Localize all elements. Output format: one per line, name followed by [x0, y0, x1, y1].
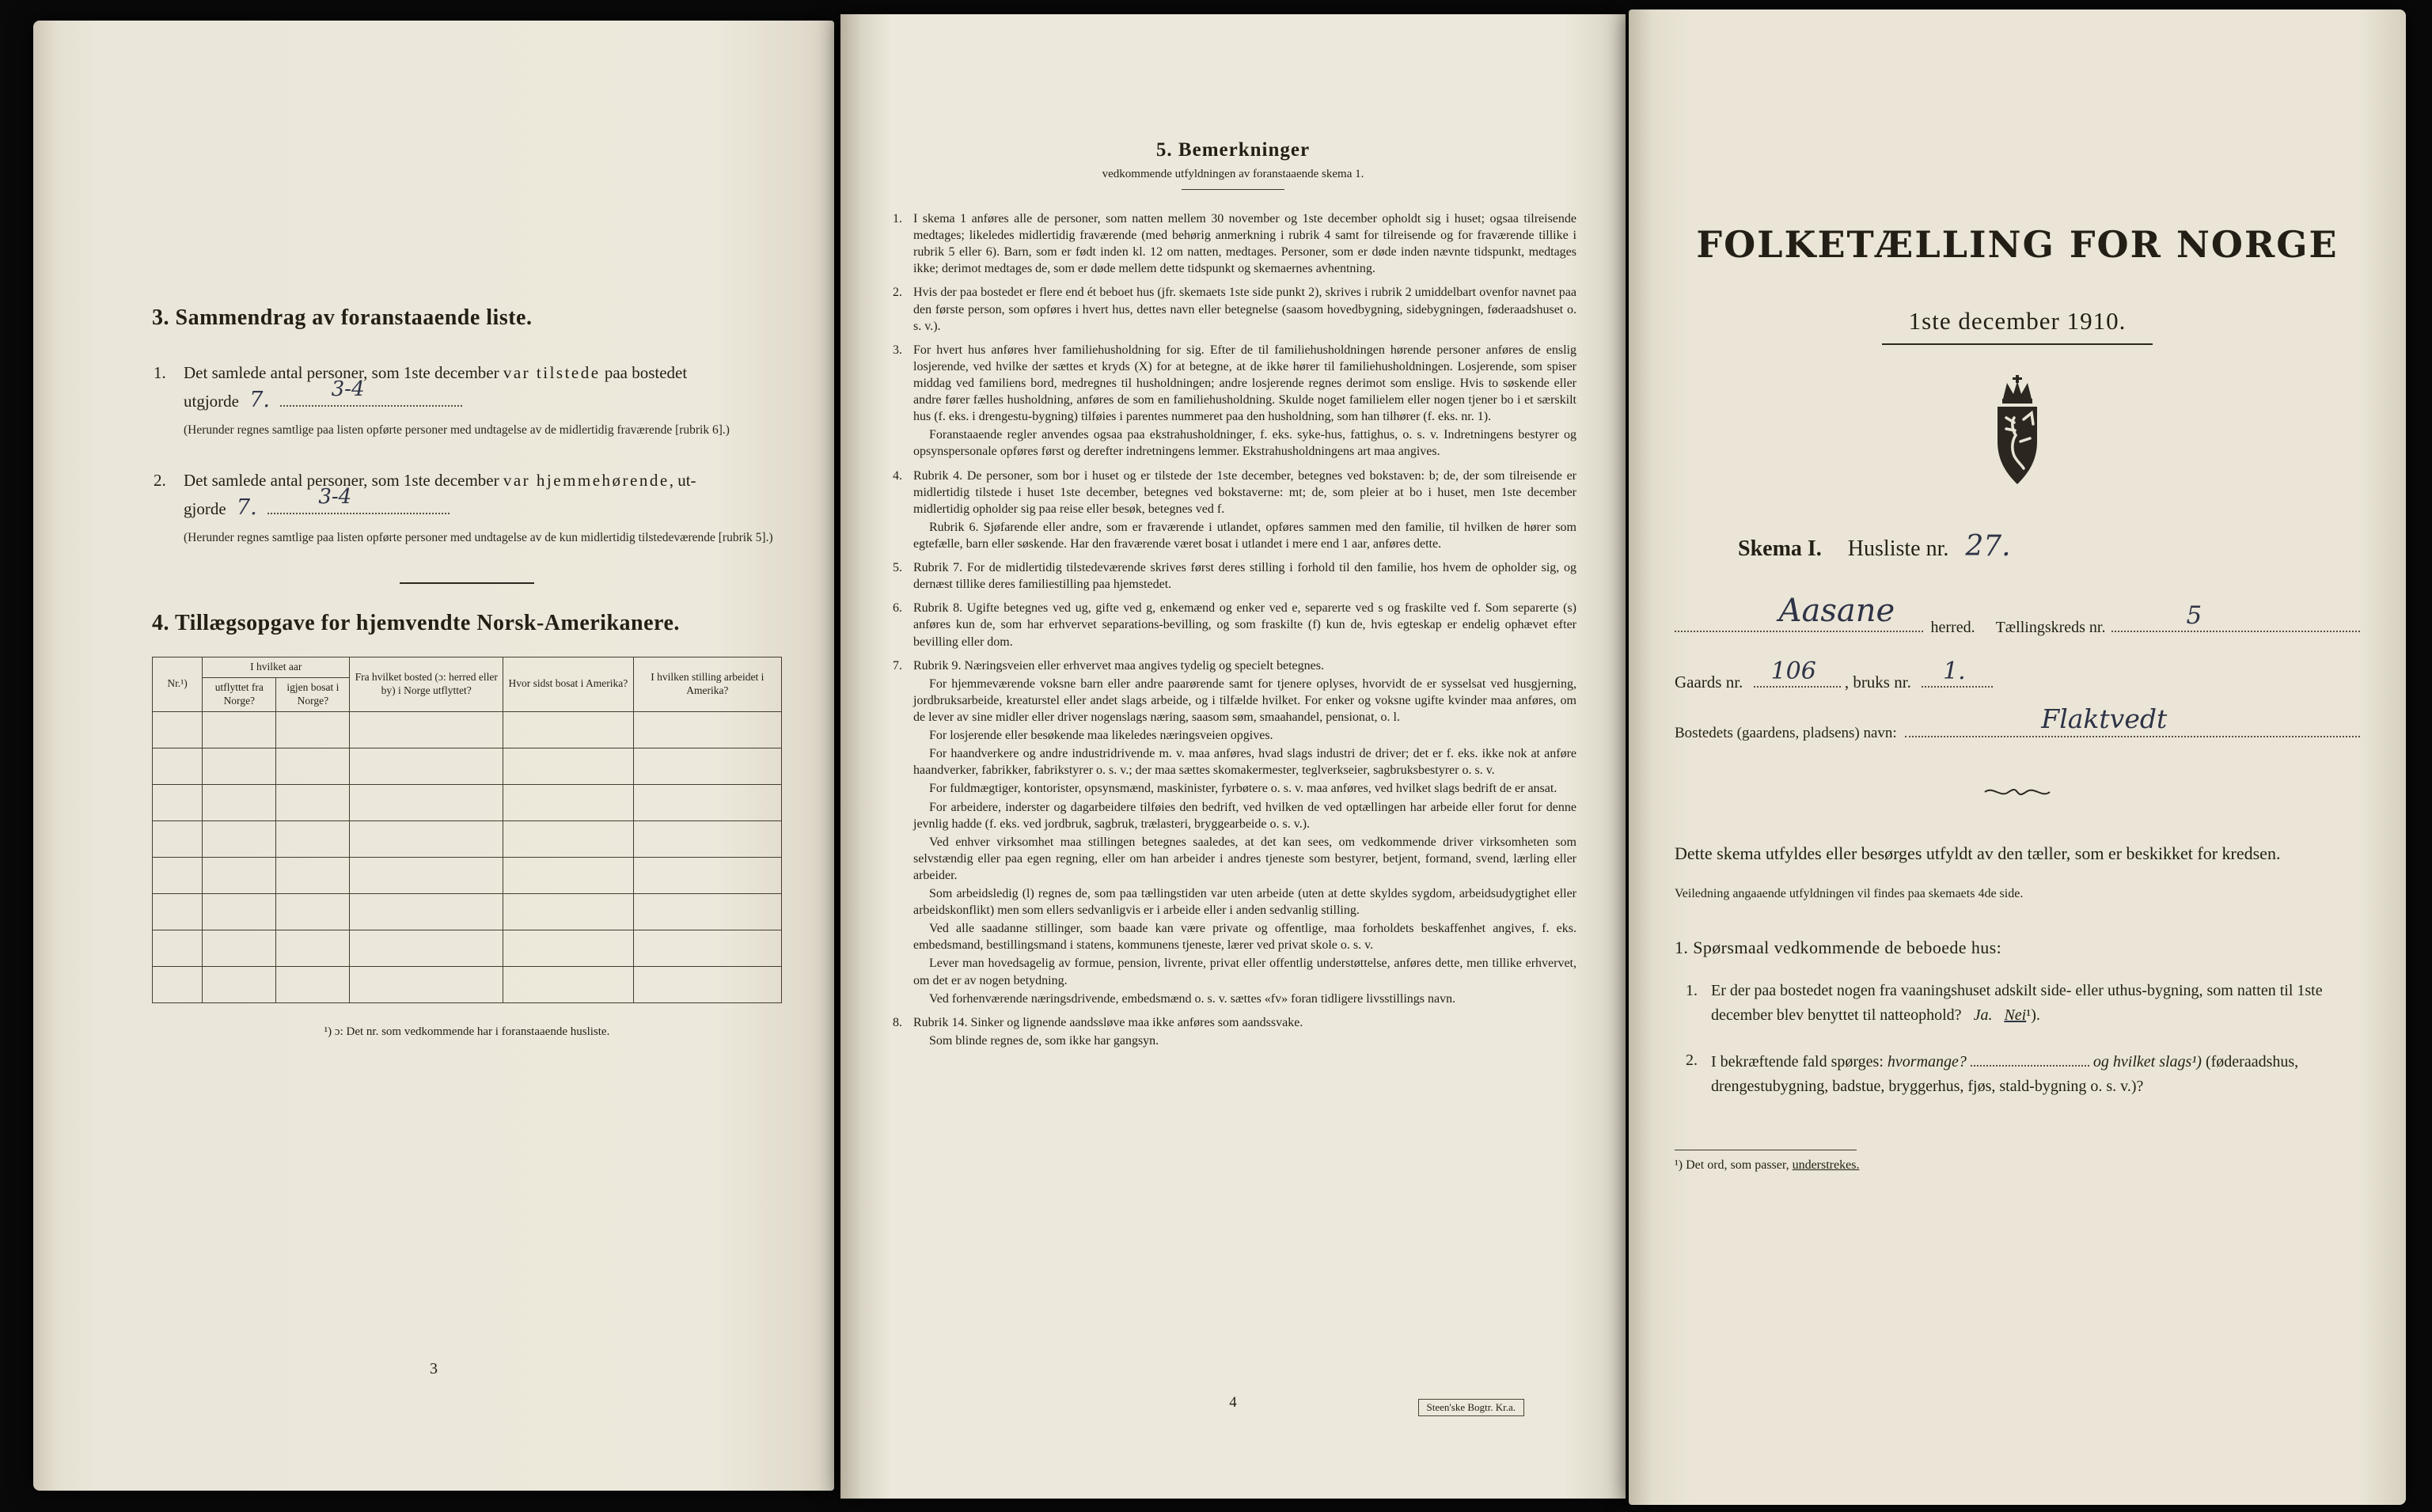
bruks-label: , bruks nr.: [1844, 673, 1911, 692]
table-cell: [633, 930, 781, 966]
husliste-label: Husliste nr.: [1847, 536, 1949, 561]
footnote-ref: ¹).: [2026, 1006, 2040, 1024]
question-number: 2.: [1686, 1051, 1698, 1069]
table-cell: [633, 711, 781, 748]
instruction-item: [890, 657, 1576, 1007]
instruction-paragraph: Ved forhenværende næringsdrivende, embedsmænd o. s. v. sættes «fv» foran tidligere livsstillings navn.: [929, 991, 1456, 1006]
col-header-year-group: I hvilket aar: [203, 657, 350, 678]
instruction-item: [890, 1014, 1576, 1049]
item-note: (Herunder regnes samtlige paa listen opførte personer med undtagelse av de midlertidig fraværende [rubrik 6].): [184, 423, 730, 437]
residence-name-line: [1675, 703, 2360, 742]
instruction-paragraphs: [913, 1014, 1576, 1049]
instruction-paragraph: Ved enhver virksomhet maa stillingen betegnes saaledes, at det kan sees, om vedkommende driver virksomheten som selvstændig eller paa egen regning, eller om han arbeider i andres tjeneste som bestyrer, betjent, formand, svend, lærling eller arbeider.: [913, 835, 1576, 882]
middle-page-content: [890, 139, 1576, 1051]
question-2: [1675, 1048, 2360, 1099]
question-italic-hvormange: hvormange?: [1887, 1052, 1967, 1071]
table-cell: [203, 748, 276, 784]
instruction-paragraph: Som arbeidsledig (l) regnes de, som paa tællingstiden var uten arbeide (uten at dette skyldes sygdom, arbeidsudygtighet eller arbeidskonflikt) men som ellers sedvanligvis er i arbeide eller i anden sedvanlig stilling.: [913, 887, 1576, 918]
question-text: I bekræftende fald spørges:: [1711, 1052, 1884, 1071]
instruction-number: 4.: [893, 468, 902, 483]
gaards-label: Gaards nr.: [1675, 673, 1743, 692]
norway-coat-of-arms-icon: [1987, 373, 2047, 489]
bosted-label: Bostedets (gaardens, pladsens) navn:: [1675, 724, 1897, 741]
table-cell: [153, 748, 203, 784]
table-cell: [350, 930, 503, 966]
table-cell: [276, 966, 350, 1002]
instruction-paragraphs: [913, 600, 1576, 650]
table-cell: [153, 784, 203, 820]
tellingskreds-number-handwritten: 5: [2186, 601, 2202, 630]
dotted-blank: [1675, 593, 1923, 632]
flourish-divider: [1983, 785, 2051, 799]
item-text: Det samlede antal personer, som 1ste december: [184, 363, 503, 382]
instruction-paragraph: For fuldmægtiger, kontorister, opsynsmænd, maskinister, fyrbøtere o. s. v. maa anføres, ved hvilket slags bedrift de er ansat.: [929, 782, 1557, 796]
enumerator-note: Dette skema utfyldes eller besørges utfyldt av den tæller, som er beskikket for kredsen.: [1675, 843, 2281, 863]
instruction-paragraph: Foranstaaende regler anvendes ogsaa paa ekstrahusholdninger, f. eks. syke-hus, fattighus, o. s. v. Indretningens bestyrer og opsynspersonale opføres først og derefter indretningens lemmer. Ekstrahusholdningens art maa angives.: [913, 428, 1576, 459]
section5-subtitle: vedkommende utfyldningen av foranstaaende skema 1.: [1102, 168, 1364, 180]
table-cell: [153, 711, 203, 748]
instruction-paragraph: I skema 1 anføres alle de personer, som natten mellem 30 november og 1ste december opholdt sig i huset; ogsaa tilreisende medtages; likeledes midlertidig fraværende (med behørig anmerkning i rubrik 4 samt for tilreisende og for fraværende tillike i rubrik 5 eller 6). Barn, som er født inden kl. 12 om natten, medtages. Personer, som er døde inden nævnte tidspunkt, medtages ikke; derimot medtages de, som er døde mellem dette tidspunkt og skemaernes avhentning.: [913, 212, 1576, 276]
instruction-item: [890, 600, 1576, 650]
right-page-content: [1675, 223, 2360, 1173]
table-cell: [203, 820, 276, 857]
handwritten-count: 7.: [236, 495, 257, 521]
item-blank-line: [184, 484, 782, 523]
instruction-paragraph: Rubrik 8. Ugifte betegnes ved ug, gifte ved g, enkemænd og enker ved e, separerte ved s og fraskilte ved f. Som separerte (s) anføres kun de, som har erhvervet separations-bevilling, og som fraskilte (f) kun de, hvis egteskap er endelig ophævet efter bevilling eller dom.: [913, 601, 1576, 649]
table-cell: [276, 711, 350, 748]
printer-credit: Steen'ske Bogtr. Kr.a.: [1418, 1399, 1524, 1416]
table-body: [153, 711, 782, 1002]
table-footnote: ¹) ɔ: Det nr. som vedkommende har i foranstaaende husliste.: [324, 1025, 610, 1038]
page-middle: [840, 14, 1626, 1499]
instruction-number: 8.: [893, 1015, 902, 1029]
blank-label: utgjorde: [184, 392, 239, 411]
answer-ja: Ja.: [1973, 1006, 1993, 1024]
herred-label: herred.: [1930, 619, 1975, 636]
tellingskreds-label: Tællingskreds nr.: [1995, 619, 2106, 636]
col-header-position: I hvilken stilling arbeidet i Amerika?: [633, 657, 781, 712]
col-header-returned: igjen bosat i Norge?: [276, 677, 350, 711]
table-cell: [503, 784, 634, 820]
instruction-paragraphs: [913, 559, 1576, 593]
district-line: [1675, 593, 2360, 637]
table-cell: [350, 857, 503, 893]
instruction-number: 3.: [893, 343, 902, 357]
table-cell: [276, 930, 350, 966]
table-cell: [503, 857, 634, 893]
census-date-line: [1675, 307, 2360, 345]
table-row: [153, 930, 782, 966]
middle-page-footer: [840, 1394, 1626, 1426]
handwritten-count: 7.: [249, 388, 270, 413]
table-cell: [350, 893, 503, 930]
section3-title: 3. Sammendrag av foranstaaende liste.: [152, 305, 533, 330]
instruction-paragraphs: [913, 342, 1576, 460]
section4-title: 4. Tillægsopgave for hjemvendte Norsk-Amerikanere.: [152, 611, 680, 636]
col-header-from: Fra hvilket bosted (ɔ: herred eller by) i Norge utflyttet?: [350, 657, 503, 712]
instruction-number: 7.: [893, 658, 902, 673]
page-left: [33, 21, 834, 1491]
table-cell: [503, 893, 634, 930]
table-cell: [350, 711, 503, 748]
table-cell: [503, 748, 634, 784]
col-header-where: Hvor sidst bosat i Amerika?: [503, 657, 634, 712]
footnote-text: ¹) Det ord, som passer,: [1675, 1158, 1793, 1172]
instruction-item: [890, 210, 1576, 277]
questions-heading: 1. Spørsmaal vedkommende de beboede hus:: [1675, 937, 2002, 957]
table-cell: [503, 711, 634, 748]
census-date: 1ste december 1910.: [1882, 307, 2153, 345]
instruction-item: [890, 559, 1576, 593]
instruction-paragraph: Lever man hovedsagelig av formue, pension, livrente, privat eller offentlig understøttelse, anføres dette, men tillike erhvervet, om det er av nogen betydning.: [913, 957, 1576, 987]
table-row: [153, 893, 782, 930]
table-row: [153, 857, 782, 893]
question-italic-slags: og hvilket slags¹): [2092, 1052, 2202, 1071]
instruction-paragraph: Rubrik 7. For de midlertidig tilstedeværende skrives først deres stilling i forhold til den familie, hos hvem de opholder sig, og dernæst tillike deres familiestilling paa hjemstedet.: [913, 561, 1576, 592]
table-row: [153, 711, 782, 748]
instruction-paragraph: Ved alle saadanne stillinger, som baade kan være private og offentlige, maa forholdets beskaffenhet angives, f. eks. embedsmand, bestillingsmand i statens, kommunens tjeneste, lærer ved privat skole o. s. v.: [913, 922, 1576, 953]
dotted-blank: [280, 377, 462, 407]
instruction-item: [890, 342, 1576, 460]
item-note: (Herunder regnes samtlige paa listen opførte personer med undtagelse av de kun midlertidig tilstedeværende [rubrik 5].): [184, 530, 773, 544]
question-text: (føderaadshus, drengestubygning, badstue, bryggerhus, fjøs, stald-bygning o. s. v.)?: [1711, 1052, 2299, 1095]
dotted-blank: [2111, 601, 2360, 632]
dotted-blank: [1971, 1048, 2089, 1067]
instruction-paragraphs: [913, 210, 1576, 277]
question-text: Er der paa bostedet nogen fra vaaningshuset adskilt side- eller uthus-bygning, som natten til 1ste december blev benyttet til natteophold?: [1711, 981, 2323, 1024]
table-cell: [633, 748, 781, 784]
instruction-paragraph: Hvis der paa bostedet er flere end ét beboet hus (jfr. skemaets 1ste side punkt 2), skrives i rubrik 2 umiddelbart ovenfor navnet paa den første person, som opføres i hvert hus, dettes navn eller betegnelse (saasom hovedbygning, sidebygningen, føderaadshuset o. s. v.).: [913, 286, 1576, 333]
instruction-paragraph: For haandverkere og andre industridrivende m. v. maa anføres, hvad slags industri de driver; det er f. eks. ikke nok at anføre haandverker, fabrikker, fabrikstyrer o. s. v.; der maa sættes skomakermester, teglverkseier, sagbruksbestyrer o. s. v.: [913, 747, 1576, 778]
husliste-number-handwritten: 27.: [1965, 530, 2011, 563]
table-row: [153, 784, 782, 820]
instruction-paragraph: Rubrik 14. Sinker og lignende aandssløve maa ikke anføres som aandssvake.: [913, 1015, 1303, 1029]
handwritten-range: 3-4: [318, 484, 352, 509]
instruction-paragraph: Rubrik 4. De personer, som bor i huset og er tilstede der 1ste december, betegnes ved bokstaven: b; de, der som tilreisende er midlertidig tilstede i huset 1ste december, betegnes ved bokstaverne: mt; de, som pleier at bo i huset, men 1ste december midlertidig opholder sig paa reise eller besøk, betegnes ved f.: [913, 468, 1576, 516]
question-number: 1.: [1686, 981, 1698, 999]
handwritten-range: 3-4: [331, 377, 365, 401]
instruction-number: 6.: [893, 601, 902, 616]
instruction-paragraph: For hvert hus anføres hver familiehusholdning for sig. Efter de til familiehusholdningen hørende personer anføres de enslig losjerende, ved hvilke der sættes et kryds (X) for at betegne, at de ikke hører til familiehusholdningen. Losjerende, som spiser middag ved familiens bord, medregnes til husholdningen; andre losjerende regnes derimot som enslige. Hvis to søskende eller andre fører fælles husholdning, anføres de som en familiehusholdning. Skulde noget familielem eller nogen tjener bo i et særskilt hus (f. eks. i drengestu-bygning) tilføies i parentes nummeret paa den husholdning, som han tilhører (f. eks. nr. 1).: [913, 343, 1576, 424]
instruction-paragraph: Rubrik 6. Sjøfarende eller andre, som er fraværende i utlandet, opføres sammen med den familie, til hvilken de hører som egtefælle, barn eller søskende. Har den fraværende været bosat i utlandet i mere end 1 aar, anføres dette.: [913, 520, 1576, 551]
item-text-emphasis: var hjemmehørende: [503, 471, 670, 491]
dotted-blank: [267, 484, 450, 514]
table-cell: [276, 748, 350, 784]
section5-title: 5. Bemerkninger: [1155, 139, 1311, 161]
table-cell: [203, 857, 276, 893]
instruction-paragraph: For arbeidere, inderster og dagarbeidere tilføies den bedrift, ved hvilken de ved optællingen har arbeide eller forut for denne jevnlig hadde (f. eks. ved jordbruk, sagbruk, trælasteri, bryggearbeide o. s. v.).: [913, 800, 1576, 831]
instruction-number: 2.: [893, 286, 902, 300]
table-cell: [276, 820, 350, 857]
instruction-paragraph: Som blinde regnes de, som ikke har gangsyn.: [929, 1033, 1159, 1048]
norwegian-americans-table: [152, 657, 782, 1003]
right-page-footnote: [1675, 1158, 2360, 1173]
item-text: paa bostedet: [600, 363, 688, 382]
table-row: [153, 820, 782, 857]
left-page-content: [152, 305, 782, 1039]
item-number: 2.: [154, 471, 166, 491]
instruction-item: [890, 284, 1576, 334]
table-cell: [633, 784, 781, 820]
col-header-nr: Nr.¹): [153, 657, 203, 712]
subtitle-rule: [1182, 189, 1284, 190]
herred-name-handwritten: Aasane: [1778, 593, 1895, 629]
table-row: [153, 748, 782, 784]
table-cell: [276, 784, 350, 820]
table-cell: [153, 857, 203, 893]
census-title: FOLKETÆLLING FOR NORGE: [1696, 223, 2339, 266]
page-number-middle: 4: [1229, 1394, 1237, 1411]
instruction-paragraphs: [913, 468, 1576, 553]
dotted-blank: [1754, 657, 1841, 688]
schema-label: Skema I.: [1738, 536, 1822, 561]
page-right: [1629, 9, 2406, 1505]
table-cell: [203, 966, 276, 1002]
bruks-number-handwritten: 1.: [1943, 657, 1966, 686]
table-cell: [503, 820, 634, 857]
table-header: [153, 657, 782, 712]
farm-number-line: [1675, 657, 2360, 692]
instruction-paragraph: Rubrik 9. Næringsveien eller erhvervet maa angives tydelig og specielt betegnes.: [913, 658, 1324, 673]
table-cell: [350, 820, 503, 857]
table-cell: [633, 966, 781, 1002]
instruction-number: 1.: [893, 212, 902, 225]
item-blank-line: [184, 377, 782, 415]
table-cell: [633, 820, 781, 857]
schema-line: [1738, 530, 2360, 563]
table-cell: [350, 784, 503, 820]
table-cell: [203, 711, 276, 748]
table-cell: [503, 966, 634, 1002]
table-cell: [350, 966, 503, 1002]
table-cell: [203, 784, 276, 820]
table-cell: [633, 893, 781, 930]
table-cell: [503, 930, 634, 966]
table-cell: [153, 820, 203, 857]
instruction-item: [890, 468, 1576, 553]
instruction-number: 5.: [893, 561, 902, 575]
blank-label: gjorde: [184, 499, 226, 519]
item-text: , ut-: [669, 471, 696, 491]
instructions-list: [890, 210, 1576, 1049]
table-cell: [276, 857, 350, 893]
guidance-note: Veiledning angaaende utfyldningen vil findes paa skemaets 4de side.: [1675, 886, 2024, 900]
instruction-paragraphs: [913, 284, 1576, 334]
footnote-underlined-word: understrekes.: [1792, 1158, 1860, 1172]
instruction-paragraphs: [913, 657, 1576, 1007]
question-1: [1675, 979, 2360, 1028]
table-cell: [153, 930, 203, 966]
table-cell: [350, 748, 503, 784]
table-cell: [203, 893, 276, 930]
item-text: Det samlede antal personer, som 1ste december: [184, 471, 503, 491]
table-cell: [203, 930, 276, 966]
page-number-left: 3: [430, 1360, 438, 1377]
col-header-emigrated: utflyttet fra Norge?: [203, 677, 276, 711]
answer-nei-underlined: Nei: [2004, 1006, 2027, 1024]
table-cell: [276, 893, 350, 930]
instruction-paragraph: For losjerende eller besøkende maa likeledes næringsveien opgives.: [929, 729, 1273, 743]
table-cell: [633, 857, 781, 893]
instruction-paragraph: For hjemmeværende voksne barn eller andre paarørende samt for tjenere oplyses, hvorvidt de er sysselsat ved husgjerning, jordbruksarbeide, kreaturstel eller andet slags arbeide, og i tilfælde hvilket. For enker og voksne ugifte kvinder maa anføres, om de lever av sine midler eller driver nogenslags næring, saasom søm, smaahandel, pensionat, o. l.: [913, 676, 1576, 724]
item-text-emphasis: var tilstede: [503, 363, 601, 382]
dotted-blank: [1922, 657, 1993, 688]
summary-item-2: [152, 468, 782, 546]
dotted-blank: [1905, 703, 2360, 737]
summary-item-1: [152, 361, 782, 438]
table-row: [153, 966, 782, 1002]
item-number: 1.: [154, 363, 166, 382]
section-divider: [400, 582, 534, 584]
table-cell: [153, 966, 203, 1002]
residence-name-handwritten: Flaktvedt: [2041, 703, 2168, 734]
gaards-number-handwritten: 106: [1770, 657, 1816, 686]
table-cell: [153, 893, 203, 930]
